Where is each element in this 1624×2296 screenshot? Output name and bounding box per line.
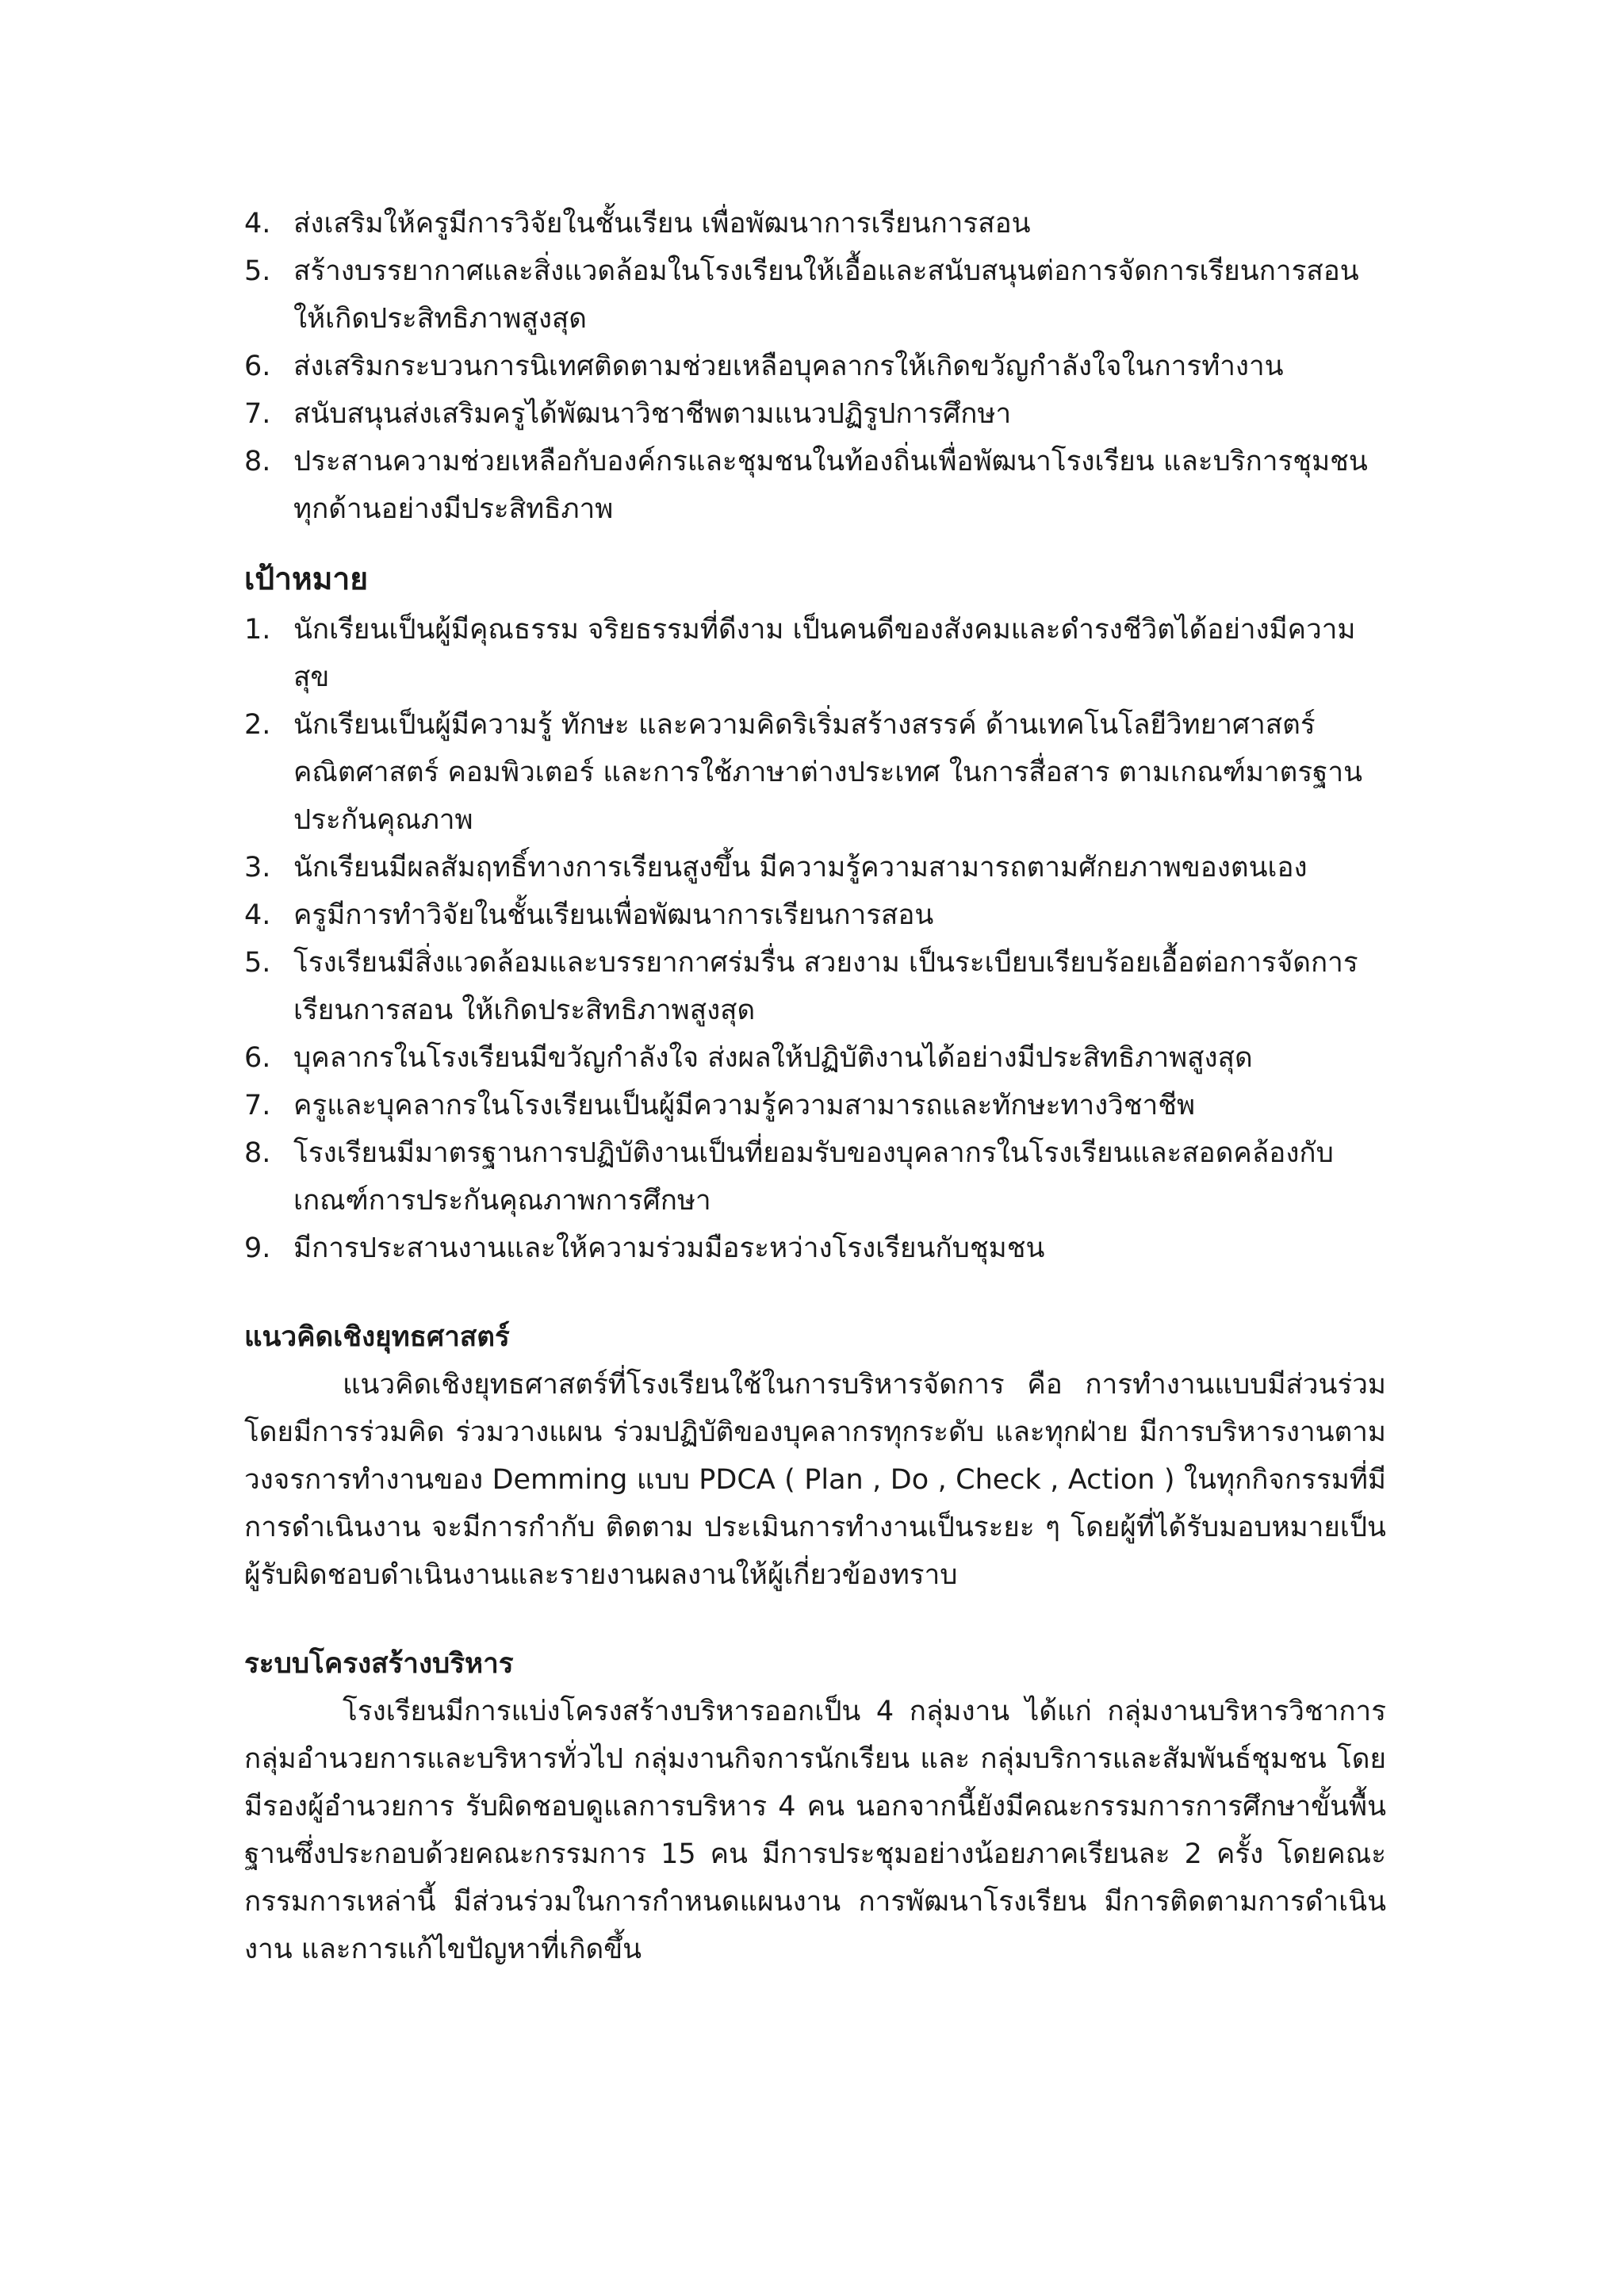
section-heading-strategy: แนวคิดเชิงยุทธศาสตร์ [244,1321,510,1353]
list-item-number: 8. [244,446,271,477]
list-item [244,1225,1386,1272]
policy-list [244,200,1386,533]
list-item [244,891,1386,939]
list-item-text: โรงเรียนมีสิ่งแวดล้อมและบรรยากาศร่มรื่น สวยงาม เป็นระเบียบเรียบร้อยเอื้อต่อการจัดการเรียนการสอน ให้เกิดประสิทธิภาพสูงสุด [293,947,1358,1026]
list-item-text: มีการประสานงานและให้ความร่วมมือระหว่างโรงเรียนกับชุมชน [293,1232,1045,1264]
list-item-text: ประสานความช่วยเหลือกับองค์กรและชุมชนในท้องถิ่นเพื่อพัฒนาโรงเรียน และบริการชุมชนทุกด้านอย่างมีประสิทธิภาพ [293,446,1368,525]
list-item-number: 4. [244,208,271,240]
list-item [244,939,1386,1034]
list-item-text: ส่งเสริมกระบวนการนิเทศติดตามช่วยเหลือบุคลากรให้เกิดขวัญกำลังใจในการทำงาน [293,351,1284,382]
list-item-text: ครูมีการทำวิจัยในชั้นเรียนเพื่อพัฒนาการเรียนการสอน [293,899,934,931]
list-item [244,606,1386,701]
list-item-text: สนับสนุนส่งเสริมครูได้พัฒนาวิชาชีพตามแนวปฏิรูปการศึกษา [293,398,1012,430]
list-item-number: 5. [244,947,271,979]
list-item-number: 8. [244,1137,271,1169]
list-item-text: โรงเรียนมีมาตรฐานการปฏิบัติงานเป็นที่ยอมรับของบุคลากรในโรงเรียนและสอดคล้องกับเกณฑ์การประกันคุณภาพการศึกษา [293,1137,1334,1217]
list-item-number: 7. [244,398,271,430]
list-item [244,1034,1386,1082]
section-heading-goals: เป้าหมาย [244,562,369,597]
list-item [244,390,1386,438]
list-item-number: 9. [244,1232,271,1264]
list-item-text: ครูและบุคลากรในโรงเรียนเป็นผู้มีความรู้ความสามารถและทักษะทางวิชาชีพ [293,1090,1196,1121]
list-item-number: 1. [244,614,271,646]
list-item-number: 5. [244,255,271,287]
list-item-number: 3. [244,852,271,884]
list-item-number: 4. [244,899,271,931]
list-item [244,438,1386,533]
list-item-text: นักเรียนมีผลสัมฤทธิ์ทางการเรียนสูงขึ้น มีความรู้ความสามารถตามศักยภาพของตนเอง [293,852,1308,884]
list-item [244,200,1386,247]
structure-paragraph: โรงเรียนมีการแบ่งโครงสร้างบริหารออกเป็น 4 กลุ่มงาน ได้แก่ กลุ่มงานบริหารวิชาการ กลุ่มอำนวยการและบริหารทั่วไป กลุ่มงานกิจการนักเรียน และ กลุ่มบริการและสัมพันธ์ชุมชน โดยมีรองผู้อำนวยการ รับผิดชอบดูแลการบริหาร 4 คน นอกจากนี้ยังมีคณะกรรมการการศึกษาขั้นพื้นฐานซึ่งประกอบด้วยคณะกรรมการ 15 คน มีการประชุมอย่างน้อยภาคเรียนละ 2 ครั้ง โดยคณะกรรมการเหล่านี้ มีส่วนร่วมในการกำหนดแผนงาน การพัฒนาโรงเรียน มีการติดตามการดำเนินงาน และการแก้ไขปัญหาที่เกิดขึ้น [244,1696,1386,1965]
list-item-text: ส่งเสริมให้ครูมีการวิจัยในชั้นเรียน เพื่อพัฒนาการเรียนการสอน [293,208,1031,240]
list-item [244,844,1386,891]
list-item-text: สร้างบรรยากาศและสิ่งแวดล้อมในโรงเรียนให้เอื้อและสนับสนุนต่อการจัดการเรียนการสอนให้เกิดประสิทธิภาพสูงสุด [293,255,1359,335]
list-item-number: 7. [244,1090,271,1121]
list-item [244,701,1386,844]
list-item-text: นักเรียนเป็นผู้มีความรู้ ทักษะ และความคิดริเริ่มสร้างสรรค์ ด้านเทคโนโลยีวิทยาศาสตร์ คณิตศาสตร์ คอมพิวเตอร์ และการใช้ภาษาต่างประเทศ ในการสื่อสาร ตามเกณฑ์มาตรฐานประกันคุณภาพ [293,709,1363,836]
strategy-paragraph: แนวคิดเชิงยุทธศาสตร์ที่โรงเรียนใช้ในการบริหารจัดการ คือ การทำงานแบบมีส่วนร่วม โดยมีการร่วมคิด ร่วมวางแผน ร่วมปฏิบัติของบุคลากรทุกระดับ และทุกฝ่าย มีการบริหารงานตามวงจรการทำงานของ Demming แบบ PDCA ( Plan , Do , Check , Action ) ในทุกกิจกรรมที่มีการดำเนินงาน จะมีการกำกับ ติดตาม ประเมินการทำงานเป็นระยะ ๆ โดยผู้ที่ได้รับมอบหมายเป็นผู้รับผิดชอบดำเนินงานและรายงานผลงานให้ผู้เกี่ยวข้องทราบ [244,1369,1386,1591]
list-item [244,247,1386,343]
list-item [244,343,1386,390]
list-item-number: 6. [244,1042,271,1074]
list-item [244,1082,1386,1129]
list-item-number: 2. [244,709,271,741]
document-body [244,200,1386,1973]
goals-list [244,606,1386,1272]
list-item-number: 6. [244,351,271,382]
list-item-text: บุคลากรในโรงเรียนมีขวัญกำลังใจ ส่งผลให้ปฏิบัติงานได้อย่างมีประสิทธิภาพสูงสุด [293,1042,1253,1074]
section-heading-structure: ระบบโครงสร้างบริหาร [244,1648,514,1680]
list-item-text: นักเรียนเป็นผู้มีคุณธรรม จริยธรรมที่ดีงาม เป็นคนดีของสังคมและดำรงชีวิตได้อย่างมีความสุข [293,614,1356,693]
list-item [244,1129,1386,1225]
